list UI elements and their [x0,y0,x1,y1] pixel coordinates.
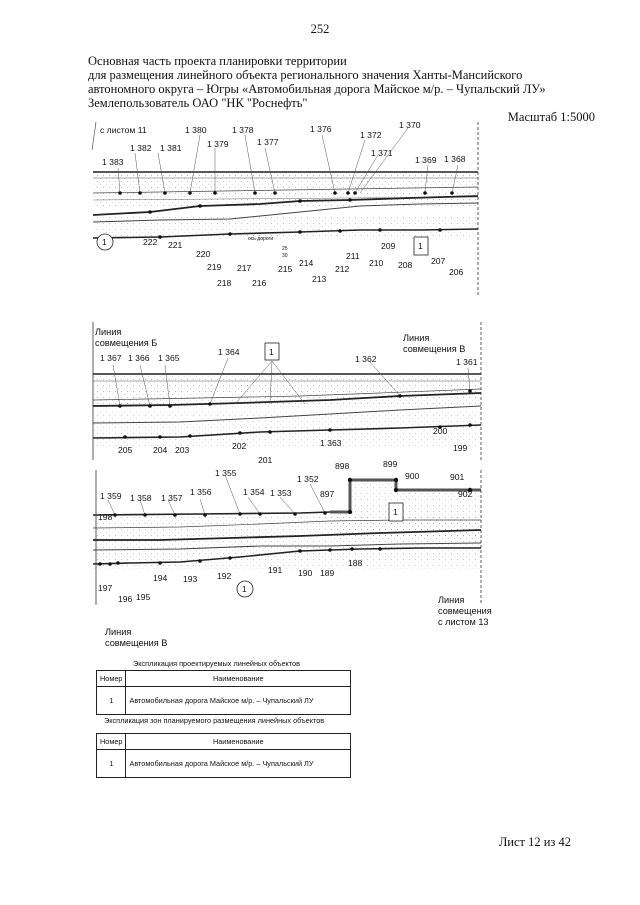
table-row [97,750,351,778]
table-cell: Автомобильная дорога Майское м/р. – Чупальский ЛУ [126,687,351,715]
point-label: 215 [278,264,293,274]
point-label: 1 364 [218,347,240,357]
point-label: 190 [298,568,313,578]
match-label: совмещения [438,606,492,616]
point-label: 1 362 [355,354,377,364]
match-label: Линия [95,327,122,337]
object-number: 1 [393,507,398,517]
object-number: 1 [102,237,107,247]
point-label: 221 [168,240,183,250]
point-label: 218 [217,278,232,288]
point-label: 1 363 [320,438,342,448]
point-label: 199 [453,443,468,453]
point-label: 198 [98,512,113,522]
match-label: Линия [403,333,430,343]
mini-value: 30 [282,253,288,259]
point-label: 202 [232,441,247,451]
table-title: Экспликация зон планируемого размещения линейных объектов [104,716,325,725]
point-label: 191 [268,565,283,575]
point-label: 205 [118,445,133,455]
point-label: 207 [431,256,446,266]
object-marker-circle [237,581,253,597]
point-label: 1 369 [415,155,437,165]
point-label: 195 [136,592,151,602]
explication-table-zones [96,733,351,778]
table-cell: 1 [97,750,126,778]
table-title: Экспликация проектируемых линейных объектов [133,659,300,668]
point-label: 1 352 [297,474,319,484]
point-label: 200 [433,426,448,436]
header-line: автономного округа – Югры «Автомобильная дорога Майское м/р. – Чупальский ЛУ» [88,82,546,96]
point-label: 1 366 [128,353,150,363]
point-label: 189 [320,568,335,578]
point-label: 193 [183,574,198,584]
point-label: 1 355 [215,468,237,478]
table-cell: 1 [97,687,126,715]
point-label: 214 [299,258,314,268]
point-label: 216 [252,278,267,288]
sheet-counter: Лист 12 из 42 [498,835,571,849]
point-label: 188 [348,558,363,568]
point-label: 897 [320,489,335,499]
object-marker-box [389,503,403,521]
point-label: 211 [346,251,360,261]
point-label: 898 [335,461,350,471]
table-header: Наименование [126,671,351,687]
object-number: 1 [418,241,423,251]
scale-label: Масштаб 1:5000 [507,110,595,124]
point-label: 192 [217,571,232,581]
table-header: Наименование [126,734,351,750]
point-label: 1 354 [243,487,265,497]
header-line: Основная часть проекта планировки территории [88,54,347,68]
point-label: 900 [405,471,420,481]
object-marker-box [265,343,279,360]
match-label: с листом 11 [100,125,147,135]
point-label: 209 [381,241,396,251]
match-label: с листом 13 [438,617,489,627]
point-label: 210 [369,258,384,268]
point-label: 208 [398,260,413,270]
match-label: Линия [105,627,132,637]
point-label: 1 381 [160,143,182,153]
point-label: 1 378 [232,125,254,135]
object-marker-circle [97,234,113,250]
point-label: 197 [98,583,113,593]
match-label: Линия [438,595,465,605]
point-label: 1 370 [399,120,421,130]
table-row [97,687,351,715]
point-label: 1 361 [456,357,478,367]
point-label: 1 357 [161,493,183,503]
point-label: 219 [207,262,222,272]
object-marker-box [414,237,428,255]
point-label: 899 [383,459,398,469]
point-label: 206 [449,267,464,277]
match-label: совмещения Б [95,338,158,348]
mini-value: 25 [282,246,288,252]
match-label: совмещения В [403,344,466,354]
point-label: 1 376 [310,124,332,134]
table-header: Номер [97,671,126,687]
road-axis-label: ось дороги [248,236,274,242]
point-label: 213 [312,274,327,284]
page-number: 252 [310,22,330,36]
point-label: 194 [153,573,168,583]
table-cell: Автомобильная дорога Майское м/р. – Чупальский ЛУ [126,750,351,778]
object-number: 1 [242,584,247,594]
point-label: 1 377 [257,137,279,147]
point-label: 1 383 [102,157,124,167]
point-label: 1 359 [100,491,122,501]
point-label: 1 353 [270,488,292,498]
table-header: Номер [97,734,126,750]
point-label: 1 382 [130,143,152,153]
match-label: совмещения В [105,638,168,648]
point-label: 212 [335,264,350,274]
point-label: 1 371 [371,148,393,158]
point-label: 217 [237,263,252,273]
point-label: 203 [175,445,190,455]
map-panel-1 [92,120,478,297]
point-label: 1 379 [207,139,229,149]
header-line: Землепользователь ОАО "НК "Роснефть" [88,96,308,110]
point-label: 1 368 [444,154,466,164]
point-label: 201 [258,455,273,465]
point-label: 1 372 [360,130,382,140]
point-label: 196 [118,594,133,604]
point-label: 1 365 [158,353,180,363]
point-label: 1 367 [100,353,122,363]
point-label: 901 [450,472,465,482]
header-line: для размещения линейного объекта регионального значения Ханты-Мансийского [88,68,523,82]
point-label: 1 380 [185,125,207,135]
point-label: 220 [196,249,211,259]
map-panel-2 [93,322,481,465]
map-panel-3 [93,459,492,648]
point-label: 1 358 [130,493,152,503]
explication-table-objects [96,670,351,715]
point-label: 222 [143,237,158,247]
point-label: 902 [458,489,473,499]
object-number: 1 [269,347,274,357]
point-label: 1 356 [190,487,212,497]
point-label: 204 [153,445,168,455]
